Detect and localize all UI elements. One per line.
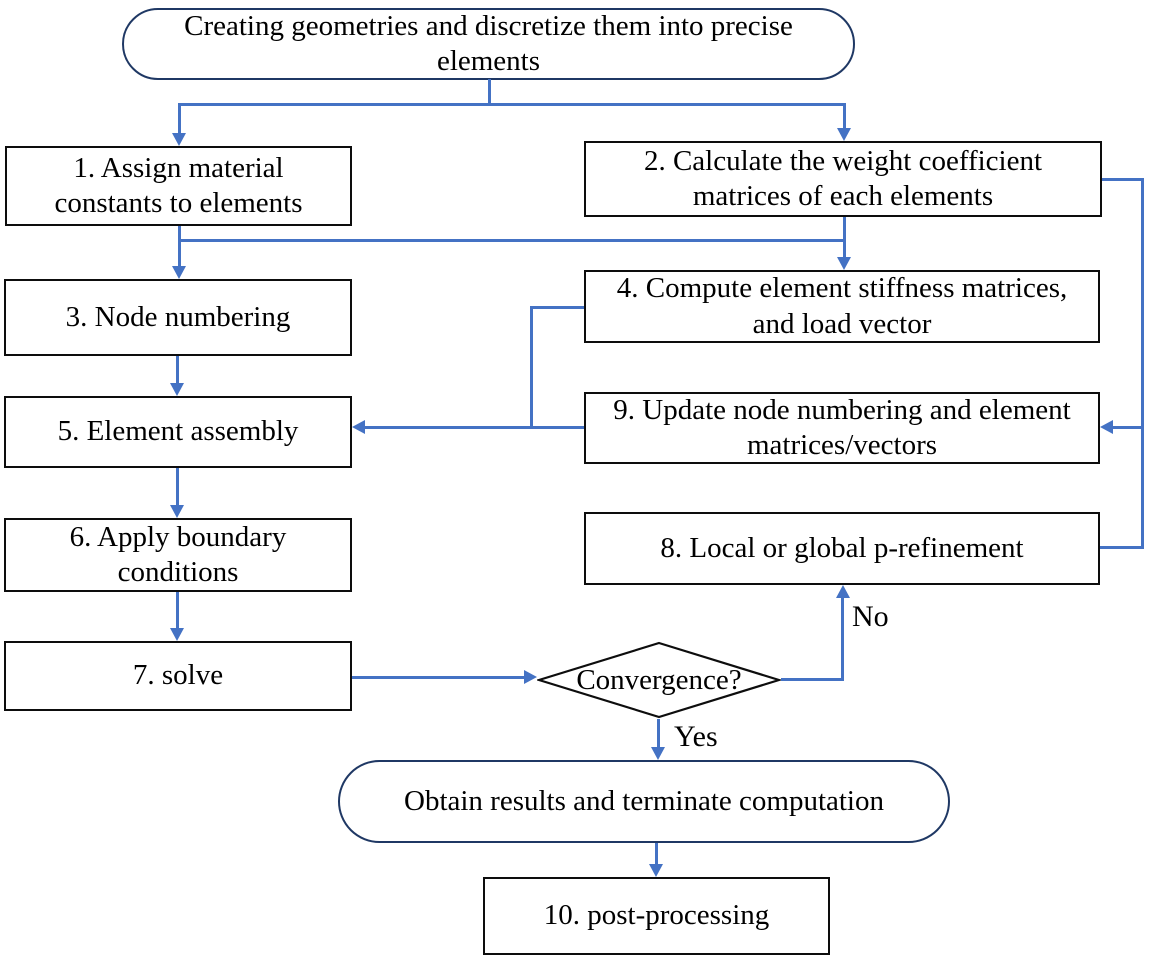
arrowhead-to-8 (836, 585, 850, 598)
node-assign-material (5, 146, 352, 226)
connector-2-to-4 (843, 217, 846, 258)
node-element-assembly (4, 396, 352, 468)
arrowhead-to-6 (170, 505, 184, 518)
arrowhead-9-to-5 (352, 420, 365, 434)
decision-convergence-label: Convergence? (576, 663, 742, 696)
connector-8-to-rail (1100, 546, 1144, 549)
connector-right-rail (1141, 178, 1144, 549)
arrowhead-to-5 (170, 383, 184, 396)
arrowhead-to-decision (524, 670, 537, 684)
connector-cross-bar (178, 239, 846, 242)
arrowhead-to-4 (837, 257, 851, 270)
arrowhead-to-2 (837, 128, 851, 141)
edge-label-yes: Yes (674, 720, 718, 753)
node-calc-weight-coefficient-label: 2. Calculate the weight coefficient matrices of each elements (643, 144, 1043, 212)
node-calc-weight-coefficient (584, 141, 1102, 217)
connector-2-to-rail (1102, 178, 1144, 181)
connector-3-to-5 (176, 356, 179, 384)
decision-convergence (537, 641, 781, 719)
arrowhead-to-1 (172, 133, 186, 146)
connector-4-exit (530, 306, 584, 309)
node-update-node-numbering (584, 392, 1100, 464)
arrowhead-to-10 (649, 864, 663, 877)
arrowhead-to-end (651, 747, 665, 760)
node-create-geometries (122, 8, 855, 80)
connector-1-to-3 (178, 226, 181, 267)
connector-no-horizontal (781, 678, 843, 681)
node-obtain-results-label: Obtain results and terminate computation (404, 784, 884, 817)
arrowhead-to-9 (1100, 420, 1113, 434)
node-solve-label: 7. solve (132, 659, 224, 692)
connector-yes (657, 719, 660, 747)
connector-branch-to-1 (178, 103, 181, 134)
node-solve (4, 641, 352, 711)
connector-end-to-10 (655, 843, 658, 864)
node-node-numbering (4, 279, 352, 356)
node-apply-boundary-conditions-label: 6. Apply boundary conditions (69, 520, 287, 588)
connector-9-to-5 (365, 426, 584, 429)
node-apply-boundary-conditions (4, 518, 352, 592)
node-post-processing-label: 10. post-processing (543, 899, 770, 932)
node-node-numbering-label: 3. Node numbering (65, 300, 291, 333)
connector-4-drop (530, 306, 533, 429)
connector-start-stem (488, 79, 491, 105)
arrowhead-to-3 (172, 266, 186, 279)
edge-label-no: No (852, 600, 889, 633)
connector-6-to-7 (176, 592, 179, 628)
node-update-node-numbering-label: 9. Update node numbering and element matrices/vectors (613, 393, 1071, 461)
node-obtain-results (338, 760, 950, 843)
connector-rail-to-9 (1113, 426, 1143, 429)
connector-no-vertical (841, 597, 844, 681)
node-p-refinement (584, 512, 1100, 585)
node-compute-stiffness-label: 4. Compute element stiffness matrices, and load vector (616, 272, 1068, 340)
node-create-geometries-label: Creating geometries and discretize them into precise elements (184, 9, 793, 77)
connector-branch-to-2 (843, 103, 846, 129)
connector-5-to-6 (176, 468, 179, 505)
node-p-refinement-label: 8. Local or global p-refinement (660, 531, 1024, 564)
connector-start-branch (178, 103, 846, 106)
node-compute-stiffness (584, 270, 1100, 343)
node-post-processing (483, 877, 830, 955)
connector-7-to-decision (352, 676, 524, 679)
arrowhead-to-7 (170, 628, 184, 641)
node-assign-material-label: 1. Assign material constants to elements (54, 151, 303, 219)
node-element-assembly-label: 5. Element assembly (57, 415, 299, 448)
